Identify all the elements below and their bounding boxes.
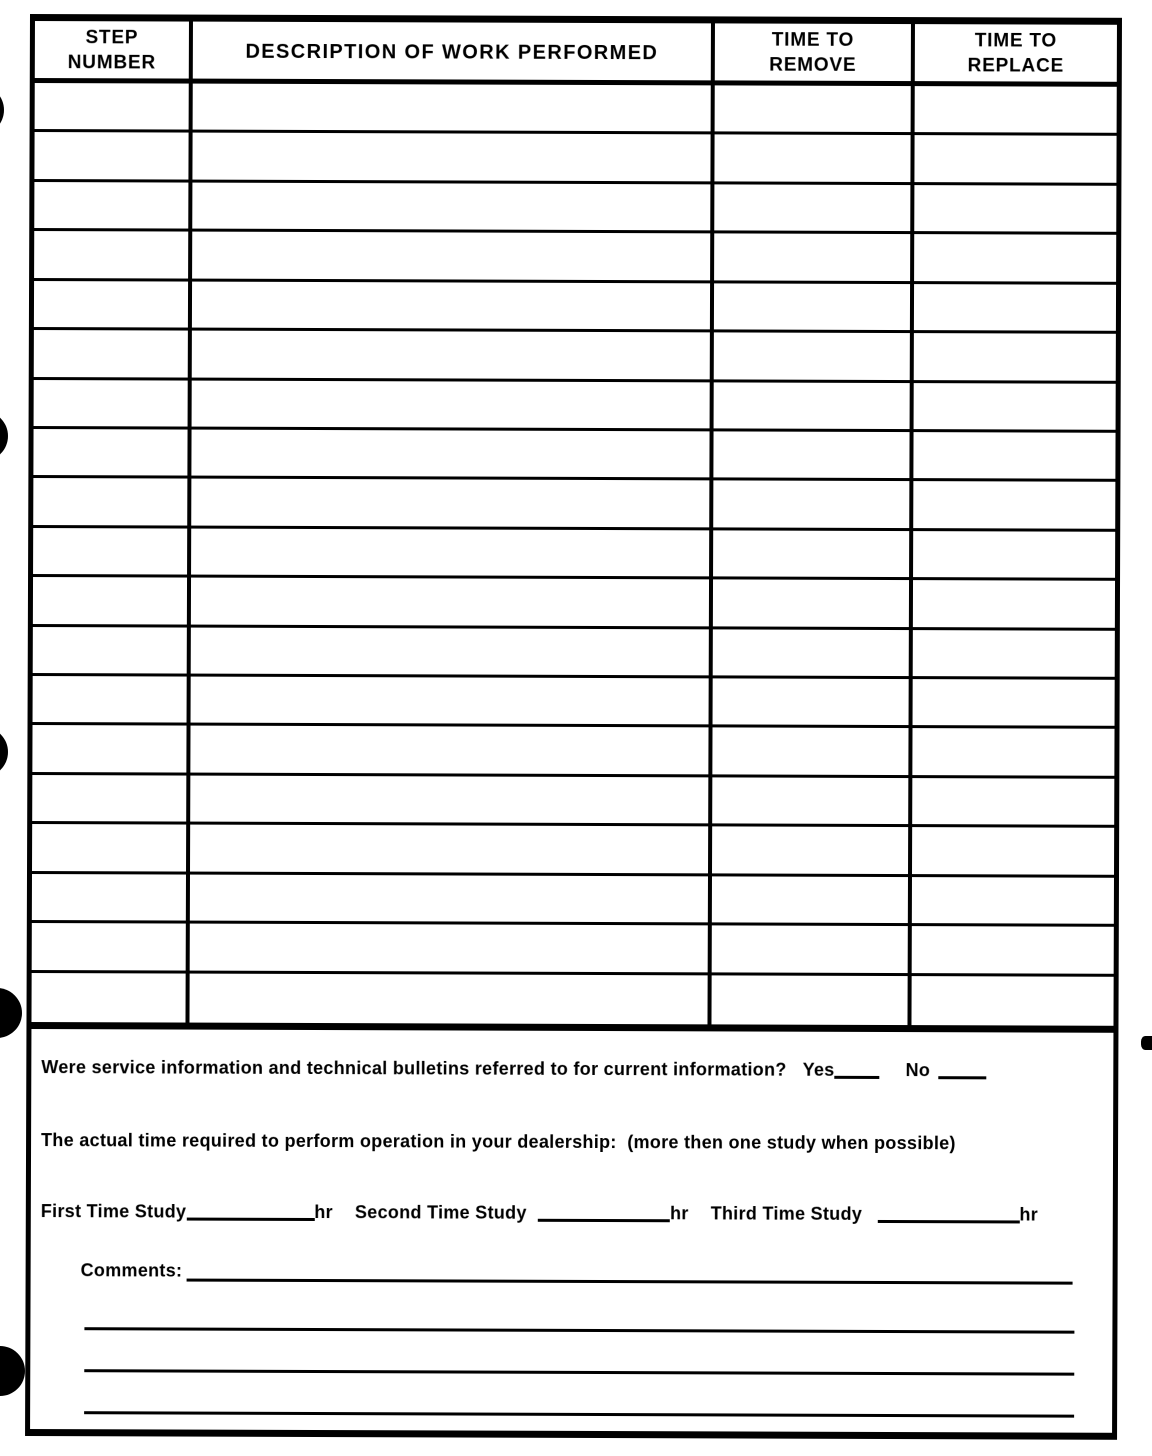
binder-hole-punch bbox=[0, 1346, 25, 1396]
step-number-cell bbox=[32, 775, 190, 825]
step-number-cell bbox=[33, 577, 191, 627]
step-number-cell bbox=[32, 874, 190, 924]
time-to-remove-cell bbox=[714, 184, 914, 234]
step-number-cell bbox=[32, 824, 190, 874]
step-number-cell bbox=[34, 231, 192, 281]
binder-hole-punch bbox=[0, 85, 4, 135]
time-to-replace-cell bbox=[912, 778, 1114, 828]
step-number-cell bbox=[35, 83, 193, 133]
time-to-remove-cell bbox=[715, 85, 915, 135]
time-to-replace-cell bbox=[913, 630, 1115, 680]
time-to-remove-cell bbox=[714, 283, 914, 333]
time-to-replace-cell bbox=[912, 926, 1114, 976]
scan-speck bbox=[1141, 1036, 1152, 1050]
time-study-worksheet bbox=[25, 14, 1122, 1440]
time-to-remove-cell bbox=[713, 431, 913, 481]
time-to-replace-cell bbox=[913, 531, 1115, 581]
description-cell bbox=[191, 578, 713, 629]
column-header-description: DESCRIPTION OF WORK PERFORMED bbox=[193, 22, 715, 86]
step-number-cell bbox=[33, 627, 191, 677]
description-cell bbox=[193, 84, 715, 135]
description-cell bbox=[190, 825, 712, 876]
time-to-remove-cell bbox=[714, 332, 914, 382]
second-time-study-unit: hr bbox=[670, 1203, 689, 1224]
bulletins-question: Were service information and technical bulletins referred to for current information? bbox=[41, 1057, 787, 1080]
description-cell bbox=[190, 775, 712, 826]
table-row bbox=[33, 577, 1115, 630]
time-to-replace-cell bbox=[914, 333, 1116, 383]
first-time-study-label: First Time Study bbox=[40, 1201, 187, 1222]
table-row bbox=[32, 824, 1114, 877]
time-to-replace-cell bbox=[914, 284, 1116, 334]
step-number-cell bbox=[33, 676, 191, 726]
comments-label: Comments: bbox=[80, 1260, 183, 1281]
table-row bbox=[32, 725, 1114, 778]
time-to-remove-cell bbox=[713, 530, 913, 580]
table-row bbox=[34, 330, 1116, 383]
table-row bbox=[34, 132, 1116, 185]
description-cell bbox=[189, 973, 711, 1024]
time-to-replace-cell bbox=[913, 679, 1115, 729]
description-cell bbox=[192, 182, 714, 233]
description-cell bbox=[192, 331, 714, 382]
description-cell bbox=[192, 232, 714, 283]
second-time-study-label: Second Time Study bbox=[354, 1202, 533, 1223]
comments-ruled-line[interactable] bbox=[84, 1411, 1074, 1417]
comments-line bbox=[81, 1260, 1073, 1284]
time-to-remove-cell bbox=[712, 926, 912, 976]
time-to-replace-cell bbox=[914, 234, 1116, 284]
table-row bbox=[33, 528, 1115, 581]
description-cell bbox=[190, 874, 712, 925]
time-to-replace-cell bbox=[914, 383, 1116, 433]
table-row bbox=[34, 182, 1116, 235]
comments-ruled-line[interactable] bbox=[84, 1369, 1074, 1375]
table-header-row bbox=[35, 21, 1117, 87]
work-performed-table bbox=[31, 21, 1117, 1033]
table-row bbox=[33, 478, 1115, 531]
yes-label: Yes bbox=[802, 1059, 835, 1080]
description-cell bbox=[191, 627, 713, 678]
table-row bbox=[34, 231, 1116, 284]
description-cell bbox=[192, 133, 714, 184]
binder-hole-punch bbox=[0, 727, 8, 777]
time-to-remove-cell bbox=[712, 777, 912, 827]
column-header-time-to-remove: TIME TO REMOVE bbox=[715, 23, 915, 86]
step-number-cell bbox=[32, 725, 190, 775]
third-time-study-label: Third Time Study bbox=[710, 1203, 868, 1224]
time-to-replace-cell bbox=[912, 877, 1114, 927]
bulletins-question-line bbox=[41, 1053, 1099, 1082]
table-row bbox=[34, 380, 1116, 433]
time-to-remove-cell bbox=[713, 678, 913, 728]
time-to-remove-cell bbox=[713, 481, 913, 531]
step-number-cell bbox=[34, 380, 192, 430]
first-time-study-blank[interactable] bbox=[186, 1201, 314, 1221]
yes-blank[interactable] bbox=[835, 1059, 880, 1079]
table-row bbox=[31, 973, 1113, 1026]
step-number-cell bbox=[33, 429, 191, 479]
time-to-replace-cell bbox=[913, 432, 1115, 482]
time-to-replace-cell bbox=[911, 976, 1113, 1026]
description-cell bbox=[191, 479, 713, 530]
table-row bbox=[32, 775, 1114, 828]
time-to-replace-cell bbox=[912, 729, 1114, 779]
column-header-step-number: STEP NUMBER bbox=[35, 21, 193, 84]
time-to-remove-cell bbox=[713, 580, 913, 630]
step-number-cell bbox=[34, 330, 192, 380]
time-to-remove-cell bbox=[714, 382, 914, 432]
time-study-line bbox=[41, 1197, 1099, 1226]
description-cell bbox=[191, 677, 713, 728]
time-to-remove-cell bbox=[714, 234, 914, 284]
first-time-study-unit: hr bbox=[314, 1201, 333, 1223]
third-time-study-unit: hr bbox=[1019, 1204, 1039, 1225]
time-to-replace-cell bbox=[913, 580, 1115, 630]
binder-hole-punch bbox=[0, 411, 8, 461]
step-number-cell bbox=[34, 182, 192, 232]
step-number-cell bbox=[33, 478, 191, 528]
column-header-time-to-replace: TIME TO REPLACE bbox=[915, 24, 1117, 87]
time-to-remove-cell bbox=[711, 975, 911, 1025]
description-cell bbox=[192, 380, 714, 431]
second-time-study-blank[interactable] bbox=[538, 1202, 670, 1222]
table-row bbox=[33, 676, 1115, 729]
no-blank[interactable] bbox=[938, 1059, 986, 1079]
third-time-study-blank[interactable] bbox=[877, 1203, 1019, 1223]
description-cell bbox=[190, 924, 712, 975]
step-number-cell bbox=[31, 973, 189, 1023]
time-to-remove-cell bbox=[712, 876, 912, 926]
table-row bbox=[32, 923, 1114, 976]
time-to-remove-cell bbox=[714, 135, 914, 185]
footer-section bbox=[30, 1029, 1113, 1433]
table-row bbox=[33, 627, 1115, 680]
description-cell bbox=[191, 430, 713, 481]
comments-ruled-line[interactable] bbox=[84, 1327, 1074, 1333]
time-to-replace-cell bbox=[912, 827, 1114, 877]
step-number-cell bbox=[34, 132, 192, 182]
description-cell bbox=[190, 726, 712, 777]
time-to-remove-cell bbox=[712, 728, 912, 778]
actual-time-instruction: The actual time required to perform operation in your dealership: (more then one study when possible) bbox=[41, 1130, 956, 1154]
time-to-replace-cell bbox=[915, 86, 1117, 136]
time-to-remove-cell bbox=[712, 827, 912, 877]
step-number-cell bbox=[33, 528, 191, 578]
time-to-replace-cell bbox=[914, 135, 1116, 185]
time-to-remove-cell bbox=[713, 629, 913, 679]
time-to-replace-cell bbox=[913, 481, 1115, 531]
table-row bbox=[32, 874, 1114, 927]
table-row bbox=[34, 281, 1116, 334]
no-label: No bbox=[905, 1060, 931, 1081]
description-cell bbox=[192, 281, 714, 332]
table-row bbox=[33, 429, 1115, 482]
description-cell bbox=[191, 528, 713, 579]
binder-hole-punch bbox=[0, 988, 22, 1038]
step-number-cell bbox=[32, 923, 190, 973]
table-body bbox=[31, 83, 1116, 1026]
table-row bbox=[35, 83, 1117, 136]
comments-blank[interactable] bbox=[186, 1265, 1072, 1285]
step-number-cell bbox=[34, 281, 192, 331]
time-to-replace-cell bbox=[914, 185, 1116, 235]
